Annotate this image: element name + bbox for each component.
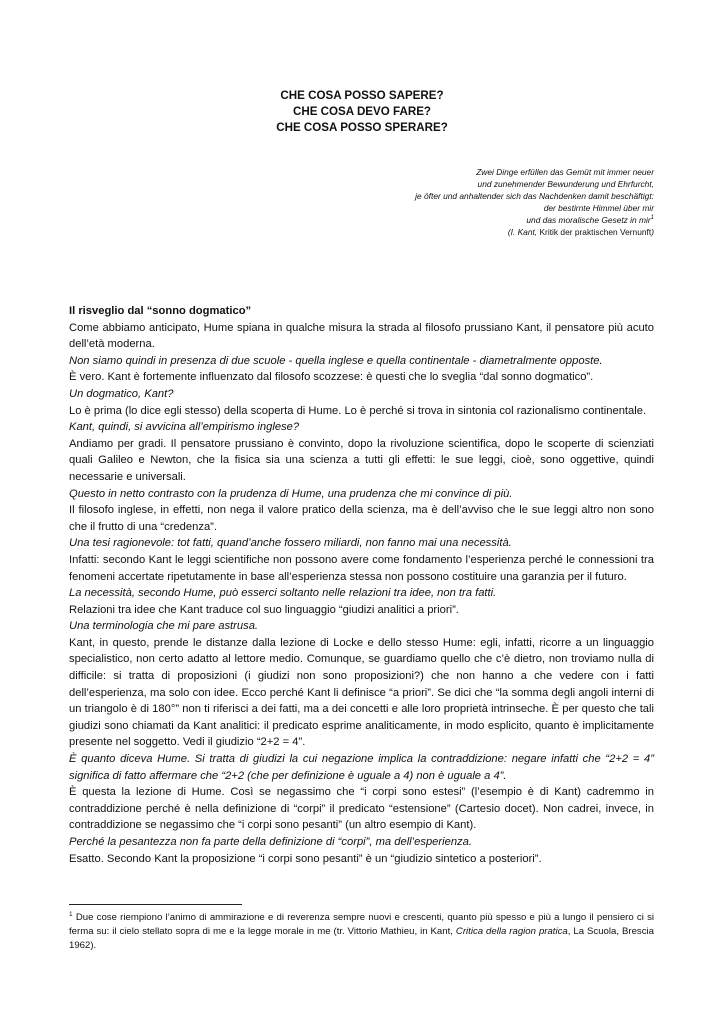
question-paragraph: È quanto diceva Hume. Si tratta di giudizi la cui negazione implica la contraddizione: negare infatti che “2+2 = 4” significa di fatto affermare che “2+2 (che per definizione è uguale a 4) non è uguale a 4”. <box>69 753 654 782</box>
answer-paragraph: È questa la lezione di Hume. Così se negassimo che “i corpi sono estesi” (l’esempio è di Kant) cadremmo in contraddizione perché è nella definizione di “corpi” il predicato “estensione” (Cartesio docet). Non cadrei, invece, in contraddizione se negassimo che “i corpi sono pesanti” (un altro esempio di Kant). <box>69 786 654 832</box>
answer-paragraph: Andiamo per gradi. Il pensatore prussiano è convinto, dopo la rivoluzione scientifica, dopo le scoperte di scienziati quali Galileo e Newton, che la fisica sia una scienza a tutti gli effetti: le sue leggi, cioè, sono oggettive, quindi necessarie e universali. <box>69 437 654 483</box>
answer-paragraph: È vero. Kant è fortemente influenzato dal filosofo scozzese: è questi che lo sveglia “dal sonno dogmatico”. <box>69 371 594 384</box>
citation-close: ) <box>651 227 654 238</box>
answer-paragraph: Esatto. Secondo Kant la proposizione “i corpi sono pesanti” è un “giudizio sintetico a posteriori”. <box>69 852 542 865</box>
answer-paragraph: Relazioni tra idee che Kant traduce col suo linguaggio “giudizi analitici a priori”. <box>69 603 459 616</box>
answer-paragraph: Infatti: secondo Kant le leggi scientifiche non possono avere come fondamento l’esperienza perché le connessioni tra fenomeni accertate ripetutamente in base all’esperienza stessa non possono costituire una garanzia per il futuro. <box>69 553 654 583</box>
epigraph-line-5 <box>294 214 654 226</box>
epigraph-citation <box>294 226 654 238</box>
question-paragraph: Kant, quindi, si avvicina all’empirismo inglese? <box>69 421 300 434</box>
epigraph-line-1: Zwei Dinge erfüllen das Gemüt mit immer neuer <box>476 167 654 177</box>
citation-work: Kritik der praktischen Vernunft <box>539 227 652 238</box>
footnote-number: 1 <box>69 910 73 918</box>
answer-paragraph: Kant, in questo, prende le distanze dalla lezione di Locke e dello stesso Hume: egli, infatti, ricorre a un linguaggio specialistico, non certo adatto al lettore medio. Comunque, se guardiamo quello che c’è dietro, non troviamo nulla di difficile: si tratta di proposizioni (i giudizi non sono proposizioni?) che non hanno a che vedere con i fatti dell’esperienza, ma solo con idee. Ecco perché Kant li definisce “a priori”. Se dici che “la somma degli angoli interni di un triangolo è di 180°” non ti riferisci a dei fatti, ma a dei concetti e alle loro proprietà intrinseche. È per questo che tali giudizi sono chiamati da Kant analitici: il predicato esprime analiticamente, in modo esplicito, quanto è implicitamente presente nel soggetto. Vedi il giudizio “2+2 = 4”. <box>69 636 654 749</box>
title-line-3: CHE COSA POSSO SPERARE? <box>276 121 448 134</box>
epigraph-line-2: und zunehmender Bewunderung und Ehrfurcht, <box>477 179 654 190</box>
question-paragraph: Una terminologia che mi pare astrusa. <box>69 620 259 633</box>
question-paragraph: La necessità, secondo Hume, può esserci soltanto nelle relazioni tra idee, non tra fatti. <box>69 587 497 600</box>
paragraph-list <box>69 320 654 868</box>
section-heading: Il risveglio dal “sonno dogmatico” <box>69 305 252 317</box>
title-block <box>0 88 724 136</box>
title-line-2: CHE COSA DEVO FARE? <box>292 105 432 118</box>
epigraph <box>294 166 654 239</box>
question-paragraph: Perché la pesantezza non fa parte della definizione di “corpi”, ma dell’esperienza. <box>69 836 472 848</box>
footnote-text-after: , La Scuola, Brescia 1962). <box>69 926 654 951</box>
footnote-separator <box>69 904 242 905</box>
question-paragraph: Questo in netto contrasto con la prudenza di Hume, una prudenza che mi convince di più. <box>69 487 513 500</box>
citation-open: (I. Kant, <box>507 227 540 238</box>
epigraph-line-3: je öfter und anhaltender sich das Nachdenken damit beschäftigt: <box>415 191 654 202</box>
footnote-work-title: Critica della ragion pratica <box>455 926 568 937</box>
epigraph-line-4: der bestirnte Himmel über mir <box>543 203 654 214</box>
answer-paragraph: Lo è prima (lo dice egli stesso) della scoperta di Hume. Lo è perché si trova in sintonia col razionalismo continentale. <box>69 404 647 417</box>
question-paragraph: Un dogmatico, Kant? <box>69 387 174 400</box>
footnote-ref[interactable]: 1 <box>650 215 654 222</box>
epigraph-line-5-text: und das moralische Gesetz in mir <box>526 215 651 226</box>
answer-paragraph: Il filosofo inglese, in effetti, non nega il valore pratico della scienza, ma è dell’avviso che le sue leggi altro non sono che il frutto di una “credenza”. <box>69 504 654 533</box>
section-body <box>69 303 654 867</box>
answer-paragraph: Come abbiamo anticipato, Hume spiana in qualche misura la strada al filosofo prussiano Kant, il pensatore più acuto dell’età moderna. <box>69 321 654 351</box>
question-paragraph: Non siamo quindi in presenza di due scuole - quella inglese e quella continentale - diametralmente opposte. <box>69 354 603 367</box>
title-line-1: CHE COSA POSSO SAPERE? <box>280 89 444 102</box>
footnote-text-before: Due cose riempiono l’animo di ammirazione e di reverenza sempre nuovi e crescenti, quanto più spesso e più a lungo il pensiero ci si ferma su: il cielo stellato sopra di me e la legge morale in me (tr. Vittorio Mathieu, in Kant, <box>69 912 654 937</box>
footnote <box>69 911 654 953</box>
question-paragraph: Una tesi ragionevole: tot fatti, quand’anche fossero miliardi, non fanno mai una necessità. <box>69 537 512 550</box>
